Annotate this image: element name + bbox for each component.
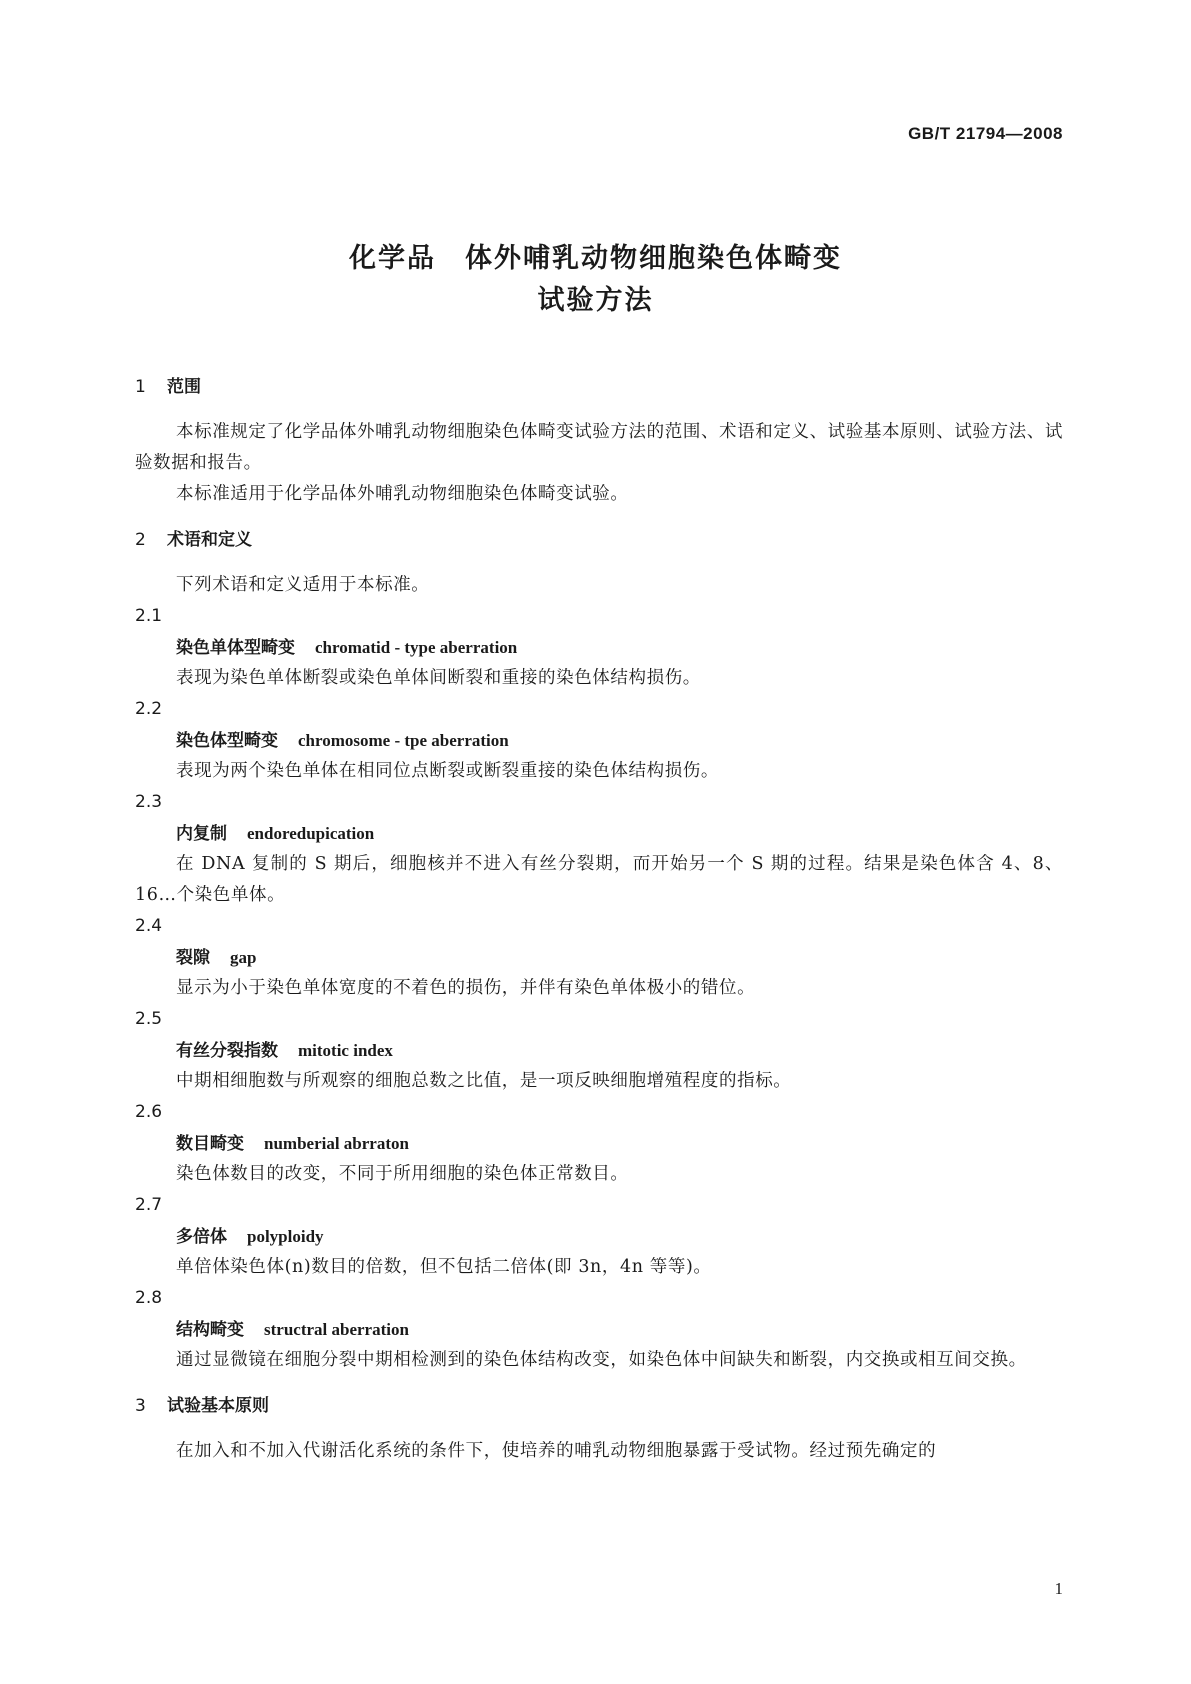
paragraph: 在加入和不加入代谢活化系统的条件下，使培养的哺乳动物细胞暴露于受试物。经过预先确定的	[176, 1441, 937, 1461]
document-body	[135, 375, 1063, 1467]
term-number: 2.7	[135, 1195, 163, 1215]
section-title: 术语和定义	[167, 530, 252, 550]
page-number: 1	[1054, 1579, 1063, 1598]
term-heading	[135, 1035, 1063, 1066]
term-definition: 表现为染色单体断裂或染色单体间断裂和重接的染色体结构损伤。	[176, 668, 701, 688]
term-definition: 中期相细胞数与所观察的细胞总数之比值，是一项反映细胞增殖程度的指标。	[176, 1071, 792, 1091]
section-number: 3	[135, 1396, 146, 1416]
section-3-heading	[135, 1394, 1063, 1418]
term-number: 2.8	[135, 1288, 163, 1308]
term-zh: 多倍体	[176, 1227, 227, 1247]
paragraph: 下列术语和定义适用于本标准。	[176, 575, 430, 595]
term-heading	[135, 818, 1063, 849]
section-2-heading	[135, 528, 1063, 552]
term-en: polyploidy	[247, 1227, 324, 1246]
term-2-1	[135, 601, 1063, 694]
term-2-6	[135, 1097, 1063, 1190]
term-number: 2.1	[135, 606, 163, 626]
term-definition: 显示为小于染色单体宽度的不着色的损伤，并伴有染色单体极小的错位。	[176, 978, 756, 998]
term-en: numberial abrraton	[264, 1134, 409, 1153]
term-en: chromatid - type aberration	[315, 638, 518, 657]
term-heading	[135, 632, 1063, 663]
term-2-8	[135, 1283, 1063, 1376]
term-2-7	[135, 1190, 1063, 1283]
section-1-heading	[135, 375, 1063, 399]
term-en: mitotic index	[298, 1041, 393, 1060]
term-zh: 结构畸变	[176, 1320, 244, 1340]
term-zh: 染色体型畸变	[176, 731, 278, 751]
term-zh: 裂隙	[176, 948, 210, 968]
term-2-2	[135, 694, 1063, 787]
term-zh: 数目畸变	[176, 1134, 244, 1154]
term-definition: 在 DNA 复制的 S 期后，细胞核并不进入有丝分裂期，而开始另一个 S 期的过程。结果是染色体含 4、8、16…个染色单体。	[135, 854, 1063, 905]
term-number: 2.4	[135, 916, 163, 936]
term-definition: 表现为两个染色单体在相同位点断裂或断裂重接的染色体结构损伤。	[176, 761, 719, 781]
term-heading	[135, 1128, 1063, 1159]
paragraph: 本标准规定了化学品体外哺乳动物细胞染色体畸变试验方法的范围、术语和定义、试验基本原则、试验方法、试验数据和报告。	[135, 422, 1063, 473]
term-2-3	[135, 787, 1063, 911]
term-en: structral aberration	[264, 1320, 409, 1339]
term-2-5	[135, 1004, 1063, 1097]
term-definition: 通过显微镜在细胞分裂中期相检测到的染色体结构改变，如染色体中间缺失和断裂，内交换或相互间交换。	[176, 1350, 1027, 1370]
document-title-line-1: 化学品 体外哺乳动物细胞染色体畸变	[349, 243, 842, 274]
term-heading	[135, 942, 1063, 973]
section-title: 试验基本原则	[167, 1396, 269, 1416]
term-number: 2.3	[135, 792, 163, 812]
term-zh: 有丝分裂指数	[176, 1041, 278, 1061]
term-number: 2.6	[135, 1102, 163, 1122]
section-title: 范围	[167, 377, 201, 397]
term-zh: 染色单体型畸变	[176, 638, 295, 658]
term-en: gap	[230, 948, 257, 967]
paragraph: 本标准适用于化学品体外哺乳动物细胞染色体畸变试验。	[176, 484, 629, 504]
term-zh: 内复制	[176, 824, 227, 844]
term-heading	[135, 1221, 1063, 1252]
term-en: chromosome - tpe aberration	[298, 731, 509, 750]
term-heading	[135, 1314, 1063, 1345]
term-heading	[135, 725, 1063, 756]
term-definition: 单倍体染色体(n)数目的倍数，但不包括二倍体(即 3n，4n 等等)。	[176, 1257, 712, 1277]
term-number: 2.2	[135, 699, 163, 719]
term-number: 2.5	[135, 1009, 163, 1029]
document-title-line-2: 试验方法	[537, 285, 654, 316]
term-2-4	[135, 911, 1063, 1004]
term-en: endoredupication	[247, 824, 375, 843]
section-number: 1	[135, 377, 146, 397]
standard-code: GB/T 21794—2008	[908, 124, 1063, 143]
term-definition: 染色体数目的改变，不同于所用细胞的染色体正常数目。	[176, 1164, 629, 1184]
section-number: 2	[135, 530, 146, 550]
